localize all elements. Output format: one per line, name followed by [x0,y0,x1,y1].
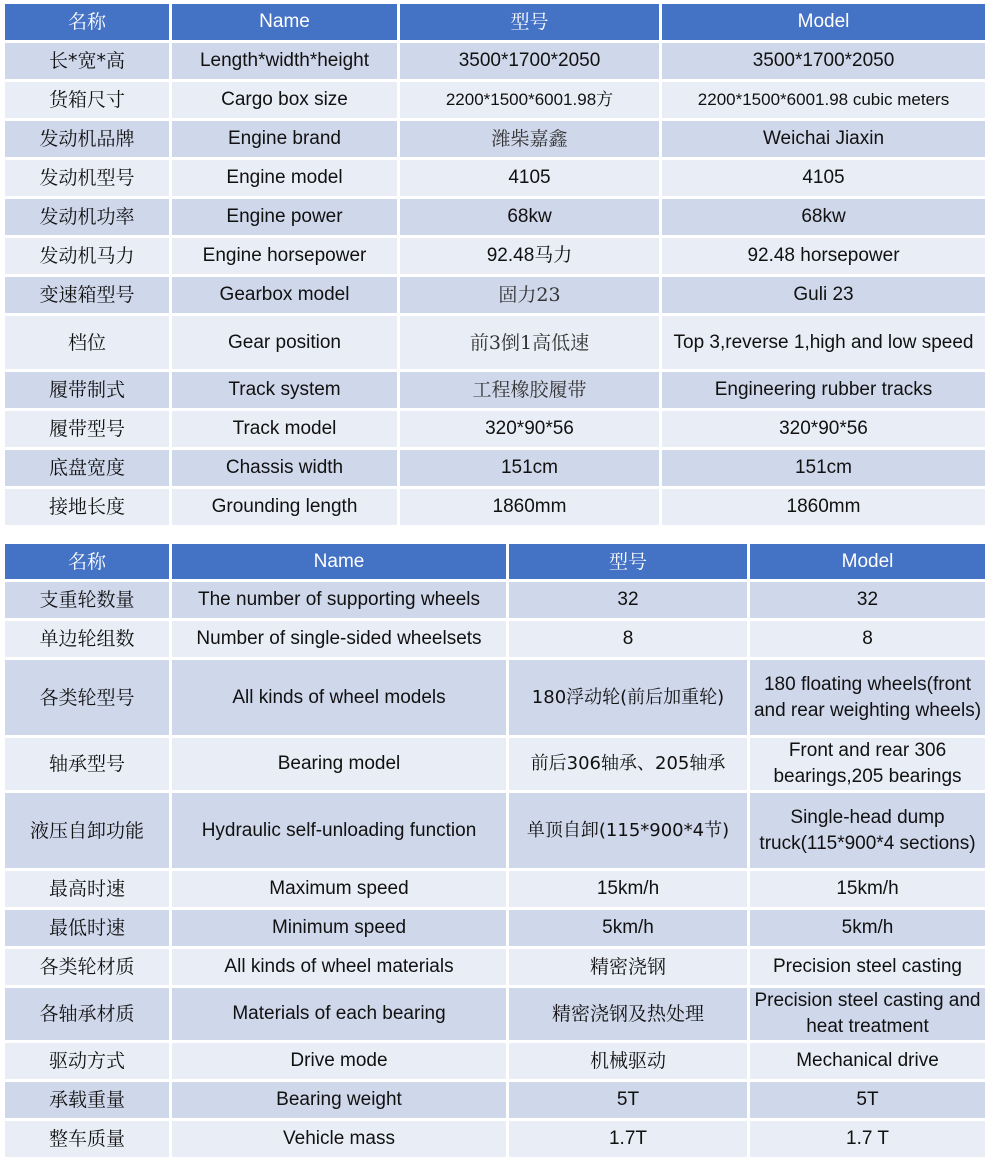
table-cell: 4105 [662,160,985,196]
table-cell: 潍柴嘉鑫 [400,121,659,157]
table-cell: Minimum speed [172,910,506,946]
table-cell: All kinds of wheel materials [172,949,506,985]
table-cell: 1860mm [400,489,659,525]
table-cell: 发动机功率 [5,199,169,235]
table-row [5,582,985,618]
table-cell: 5T [750,1082,985,1118]
table-cell: 整车质量 [5,1121,169,1157]
header-cell: Name [172,544,506,579]
table-cell: 液压自卸功能 [5,793,169,868]
table-cell: 最低时速 [5,910,169,946]
table-cell: Guli 23 [662,277,985,313]
table-row [5,1043,985,1079]
table-cell: 各类轮型号 [5,660,169,735]
table-cell: 3500*1700*2050 [400,43,659,79]
table-cell: 320*90*56 [662,411,985,447]
table-cell: Track model [172,411,397,447]
header-cell: 型号 [400,4,659,40]
table-cell: Maximum speed [172,871,506,907]
table-cell: Engineering rubber tracks [662,372,985,408]
spec-table-1 [2,1,988,528]
table-cell: Length*width*height [172,43,397,79]
table-cell: 320*90*56 [400,411,659,447]
table-cell: 工程橡胶履带 [400,372,659,408]
table-cell: 92.48 horsepower [662,238,985,274]
header-row [5,4,985,40]
table-cell: Drive mode [172,1043,506,1079]
table-cell: 2200*1500*6001.98方 [400,82,659,118]
table-cell: 2200*1500*6001.98 cubic meters [662,82,985,118]
table-cell: 8 [509,621,747,657]
header-cell: 名称 [5,544,169,579]
table-cell: 货箱尺寸 [5,82,169,118]
table-cell: 轴承型号 [5,738,169,790]
table-cell: 长*宽*高 [5,43,169,79]
table-cell: 151cm [400,450,659,486]
table-cell: 3500*1700*2050 [662,43,985,79]
table-cell: Materials of each bearing [172,988,506,1040]
table-row [5,988,985,1040]
table-row [5,238,985,274]
table-row [5,793,985,868]
table-cell: Engine power [172,199,397,235]
table-row [5,199,985,235]
table-cell: 各类轮材质 [5,949,169,985]
table-cell: 1860mm [662,489,985,525]
table-row [5,1082,985,1118]
table-cell: Top 3,reverse 1,high and low speed [662,316,985,369]
table-row [5,277,985,313]
table-cell: 档位 [5,316,169,369]
table-cell: 精密浇钢 [509,949,747,985]
header-cell: Model [662,4,985,40]
table-cell: 接地长度 [5,489,169,525]
table-row [5,82,985,118]
table-cell: Engine horsepower [172,238,397,274]
header-cell: 型号 [509,544,747,579]
table-cell: 变速箱型号 [5,277,169,313]
table-cell: Number of single-sided wheelsets [172,621,506,657]
table-row [5,489,985,525]
table-cell: Bearing weight [172,1082,506,1118]
table-row [5,871,985,907]
table-cell: 68kw [400,199,659,235]
table-row [5,372,985,408]
table-cell: 15km/h [750,871,985,907]
table-row [5,949,985,985]
table-cell: 前3倒1高低速 [400,316,659,369]
table-cell: Cargo box size [172,82,397,118]
table-row [5,160,985,196]
table-cell: Bearing model [172,738,506,790]
table-cell: 5km/h [509,910,747,946]
header-cell: Name [172,4,397,40]
table-cell: Track system [172,372,397,408]
table-cell: Grounding length [172,489,397,525]
table-cell: Vehicle mass [172,1121,506,1157]
table-cell: Hydraulic self-unloading function [172,793,506,868]
table-cell: 5T [509,1082,747,1118]
table-row [5,316,985,369]
table-cell: Gear position [172,316,397,369]
spec-table-2 [2,541,988,1160]
table-cell: 承载重量 [5,1082,169,1118]
table-cell: Weichai Jiaxin [662,121,985,157]
table-cell: 151cm [662,450,985,486]
table-row [5,450,985,486]
table-row [5,738,985,790]
table-cell: 单边轮组数 [5,621,169,657]
table-cell: 履带制式 [5,372,169,408]
table-cell: 固力23 [400,277,659,313]
table-cell: Single-head dump truck(115*900*4 sections) [750,793,985,868]
table-cell: 15km/h [509,871,747,907]
table-cell: Front and rear 306 bearings,205 bearings [750,738,985,790]
table-cell: The number of supporting wheels [172,582,506,618]
table-cell: Chassis width [172,450,397,486]
table-cell: 4105 [400,160,659,196]
table-cell: 驱动方式 [5,1043,169,1079]
table-row [5,621,985,657]
header-cell: Model [750,544,985,579]
table-cell: 32 [750,582,985,618]
table-cell: 机械驱动 [509,1043,747,1079]
table-cell: 底盘宽度 [5,450,169,486]
table-cell: 68kw [662,199,985,235]
table-cell: 1.7T [509,1121,747,1157]
table-cell: 单顶自卸(115*900*4节) [509,793,747,868]
table-row [5,411,985,447]
table-cell: 履带型号 [5,411,169,447]
header-row [5,544,985,579]
table-cell: Precision steel casting and heat treatment [750,988,985,1040]
table-cell: 180 floating wheels(front and rear weighting wheels) [750,660,985,735]
table-row [5,121,985,157]
table-cell: Engine brand [172,121,397,157]
table-cell: 5km/h [750,910,985,946]
table-cell: 180浮动轮(前后加重轮) [509,660,747,735]
table-cell: 92.48马力 [400,238,659,274]
header-cell: 名称 [5,4,169,40]
table-row [5,910,985,946]
table-row [5,1121,985,1157]
table-cell: Mechanical drive [750,1043,985,1079]
table-cell: Gearbox model [172,277,397,313]
table-cell: 前后306轴承、205轴承 [509,738,747,790]
table-cell: Engine model [172,160,397,196]
table-cell: 发动机型号 [5,160,169,196]
table-row [5,43,985,79]
table-cell: 8 [750,621,985,657]
table-cell: 32 [509,582,747,618]
table-row [5,660,985,735]
table-cell: 最高时速 [5,871,169,907]
table-cell: 精密浇钢及热处理 [509,988,747,1040]
table-cell: 各轴承材质 [5,988,169,1040]
table-cell: Precision steel casting [750,949,985,985]
table-cell: 发动机品牌 [5,121,169,157]
table-cell: 1.7 T [750,1121,985,1157]
table-cell: 发动机马力 [5,238,169,274]
table-cell: All kinds of wheel models [172,660,506,735]
table-cell: 支重轮数量 [5,582,169,618]
